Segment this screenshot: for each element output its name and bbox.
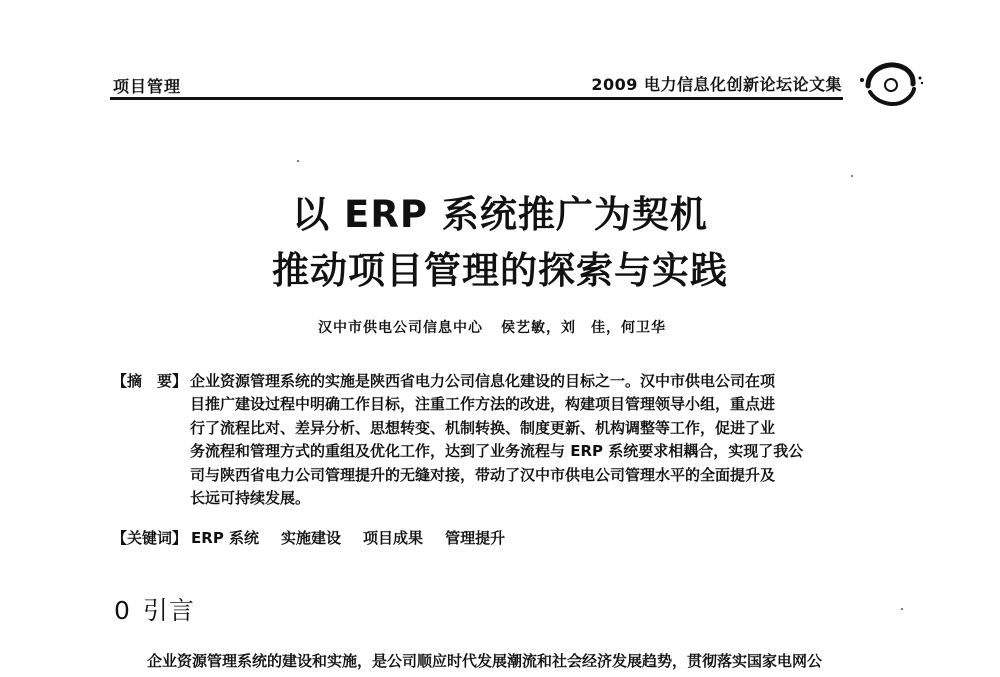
keywords-label: 【关键词】 xyxy=(112,529,188,547)
section-heading xyxy=(114,591,195,627)
abstract-line: 目推广建设过程中明确工作目标，注重工作方法的改进，构建项目管理领导小组，重点进 xyxy=(190,395,776,414)
scan-speck xyxy=(297,160,299,162)
keywords xyxy=(112,527,505,548)
abstract-line: 务流程和管理方式的重组及优化工作，达到了业务流程与 ERP 系统要求相耦合，实现了我公 xyxy=(190,442,804,461)
abstract-line: 行了流程比对、差异分析、思想转变、机制转换、制度更新、机构调整等工作，促进了业 xyxy=(190,418,776,437)
running-header-section: 项目管理 xyxy=(113,77,182,96)
paper-title-line-1: 以 ERP 系统推广为契机 xyxy=(292,193,708,236)
section-title: 引言 xyxy=(142,596,195,625)
keyword: 实施建设 xyxy=(281,529,342,547)
running-header-journal: 2009 电力信息化创新论坛论文集 xyxy=(591,75,842,94)
paper-title-line-2: 推动项目管理的探索与实践 xyxy=(272,249,728,292)
keyword: ERP 系统 xyxy=(191,529,260,547)
section-number: 0 xyxy=(114,596,131,625)
keyword: 项目成果 xyxy=(363,529,424,547)
scan-speck xyxy=(851,175,853,177)
abstract-line: 企业资源管理系统的实施是陕西省电力公司信息化建设的目标之一。汉中市供电公司在项 xyxy=(190,372,776,390)
author-line xyxy=(318,317,666,337)
abstract-line: 长远可持续发展。 xyxy=(190,489,311,508)
header-rule xyxy=(110,97,843,100)
author-names: 侯艺敏，刘 佳，何卫华 xyxy=(501,320,666,336)
keyword: 管理提升 xyxy=(445,529,506,547)
abstract xyxy=(112,370,872,510)
forum-logo-icon xyxy=(856,56,926,112)
abstract-label: 【摘 要】 xyxy=(112,372,188,390)
body-paragraph-first-line: 企业资源管理系统的建设和实施，是公司顺应时代发展潮流和社会经济发展趋势，贯彻落实国家电网公 xyxy=(147,652,823,670)
abstract-line: 司与陕西省电力公司管理提升的无缝对接，带动了汉中市供电公司管理水平的全面提升及 xyxy=(190,465,776,484)
author-affiliation: 汉中市供电公司信息中心 xyxy=(318,320,483,336)
scan-speck xyxy=(901,608,903,610)
abstract-body xyxy=(190,370,872,510)
